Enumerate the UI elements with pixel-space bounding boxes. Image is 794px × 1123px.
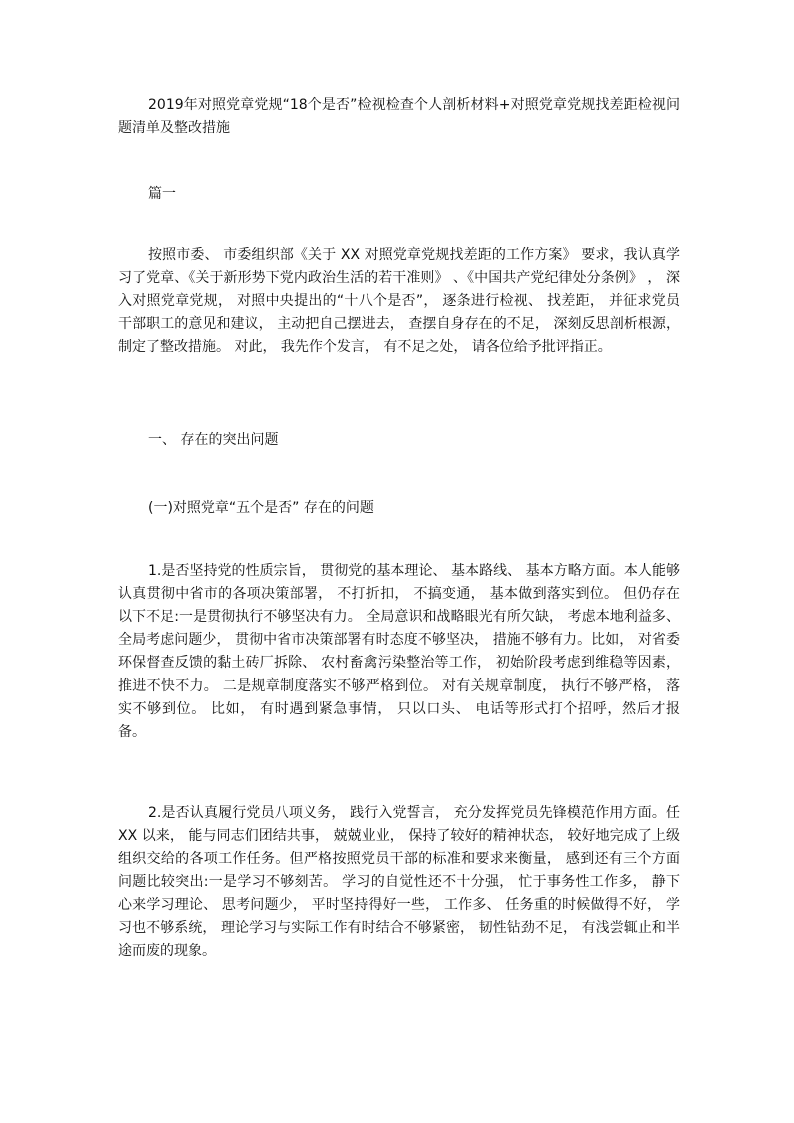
item-2-paragraph: 2.是否认真履行党员八项义务， 践行入党誓言， 充分发挥党员先锋模范作用方面。任 XX 以来， 能与同志们团结共事， 兢兢业业， 保持了较好的精神状态， 较好地完成了上级组织交给的各项工作任务。但严格按照党员干部的标准和要求来衡量， 感到还有三个方面问题比较突出:一是学习不够刻苦。 学习的自觉性还不十分强， 忙于事务性工作多， 静下心来学习理论、 思考问题少， 平时坚持得好一些， 工作多、 任务重的时候做得不好， 学习也不够系统， 理论学习与实际工作有时结合不够紧密， 韧性钻劲不足， 有浅尝辄止和半途而废的现象。 <box>118 805 680 959</box>
intro-paragraph: 按照市委、 市委组织部《关于 XX 对照党章党规找差距的工作方案》 要求，我认真学习了党章、《关于新形势下党内政治生活的若干准则》 、《中国共产党纪律处分条例》 ， 深入对照党章党规， 对照中央提出的“十八个是否”， 逐条进行检视、 找差距， 并征求党员干部职工的意见和建议， 主动把自己摆进去， 查摆自身存在的不足， 深刻反思剖析根源，制定了整改措施。 对此， 我先作个发言， 有不足之处， 请各位给予批评指正。 <box>118 247 680 355</box>
section-heading: 一、 存在的突出问题 <box>148 432 279 448</box>
part-label: 篇一 <box>148 186 176 202</box>
document-title: 2019年对照党章党规“18个是否”检视检查个人剖析材料+对照党章党规找差距检视问题清单及整改措施 <box>118 97 680 136</box>
item-1-paragraph: 1.是否坚持党的性质宗旨， 贯彻党的基本理论、 基本路线、 基本方略方面。本人能够认真贯彻中省市的各项决策部署， 不打折扣， 不搞变通， 基本做到落实到位。 但仍存在以下不足:一是贯彻执行不够坚决有力。 全局意识和战略眼光有所欠缺， 考虑本地利益多、 全局考虑问题少， 贯彻中省市决策部署有时态度不够坚决， 措施不够有力。比如， 对省委环保督查反馈的黏土砖厂拆除、 农村畜禽污染整治等工作， 初始阶段考虑到维稳等因素， 推进不快不力。 二是规章制度落实不够严格到位。 对有关规章制度， 执行不够严格， 落实不够到位。 比如， 有时遇到紧急事情， 只以口头、 电话等形式打个招呼，然后才报备。 <box>118 563 680 740</box>
subsection-heading: (一)对照党章“五个是否” 存在的问题 <box>148 500 374 516</box>
